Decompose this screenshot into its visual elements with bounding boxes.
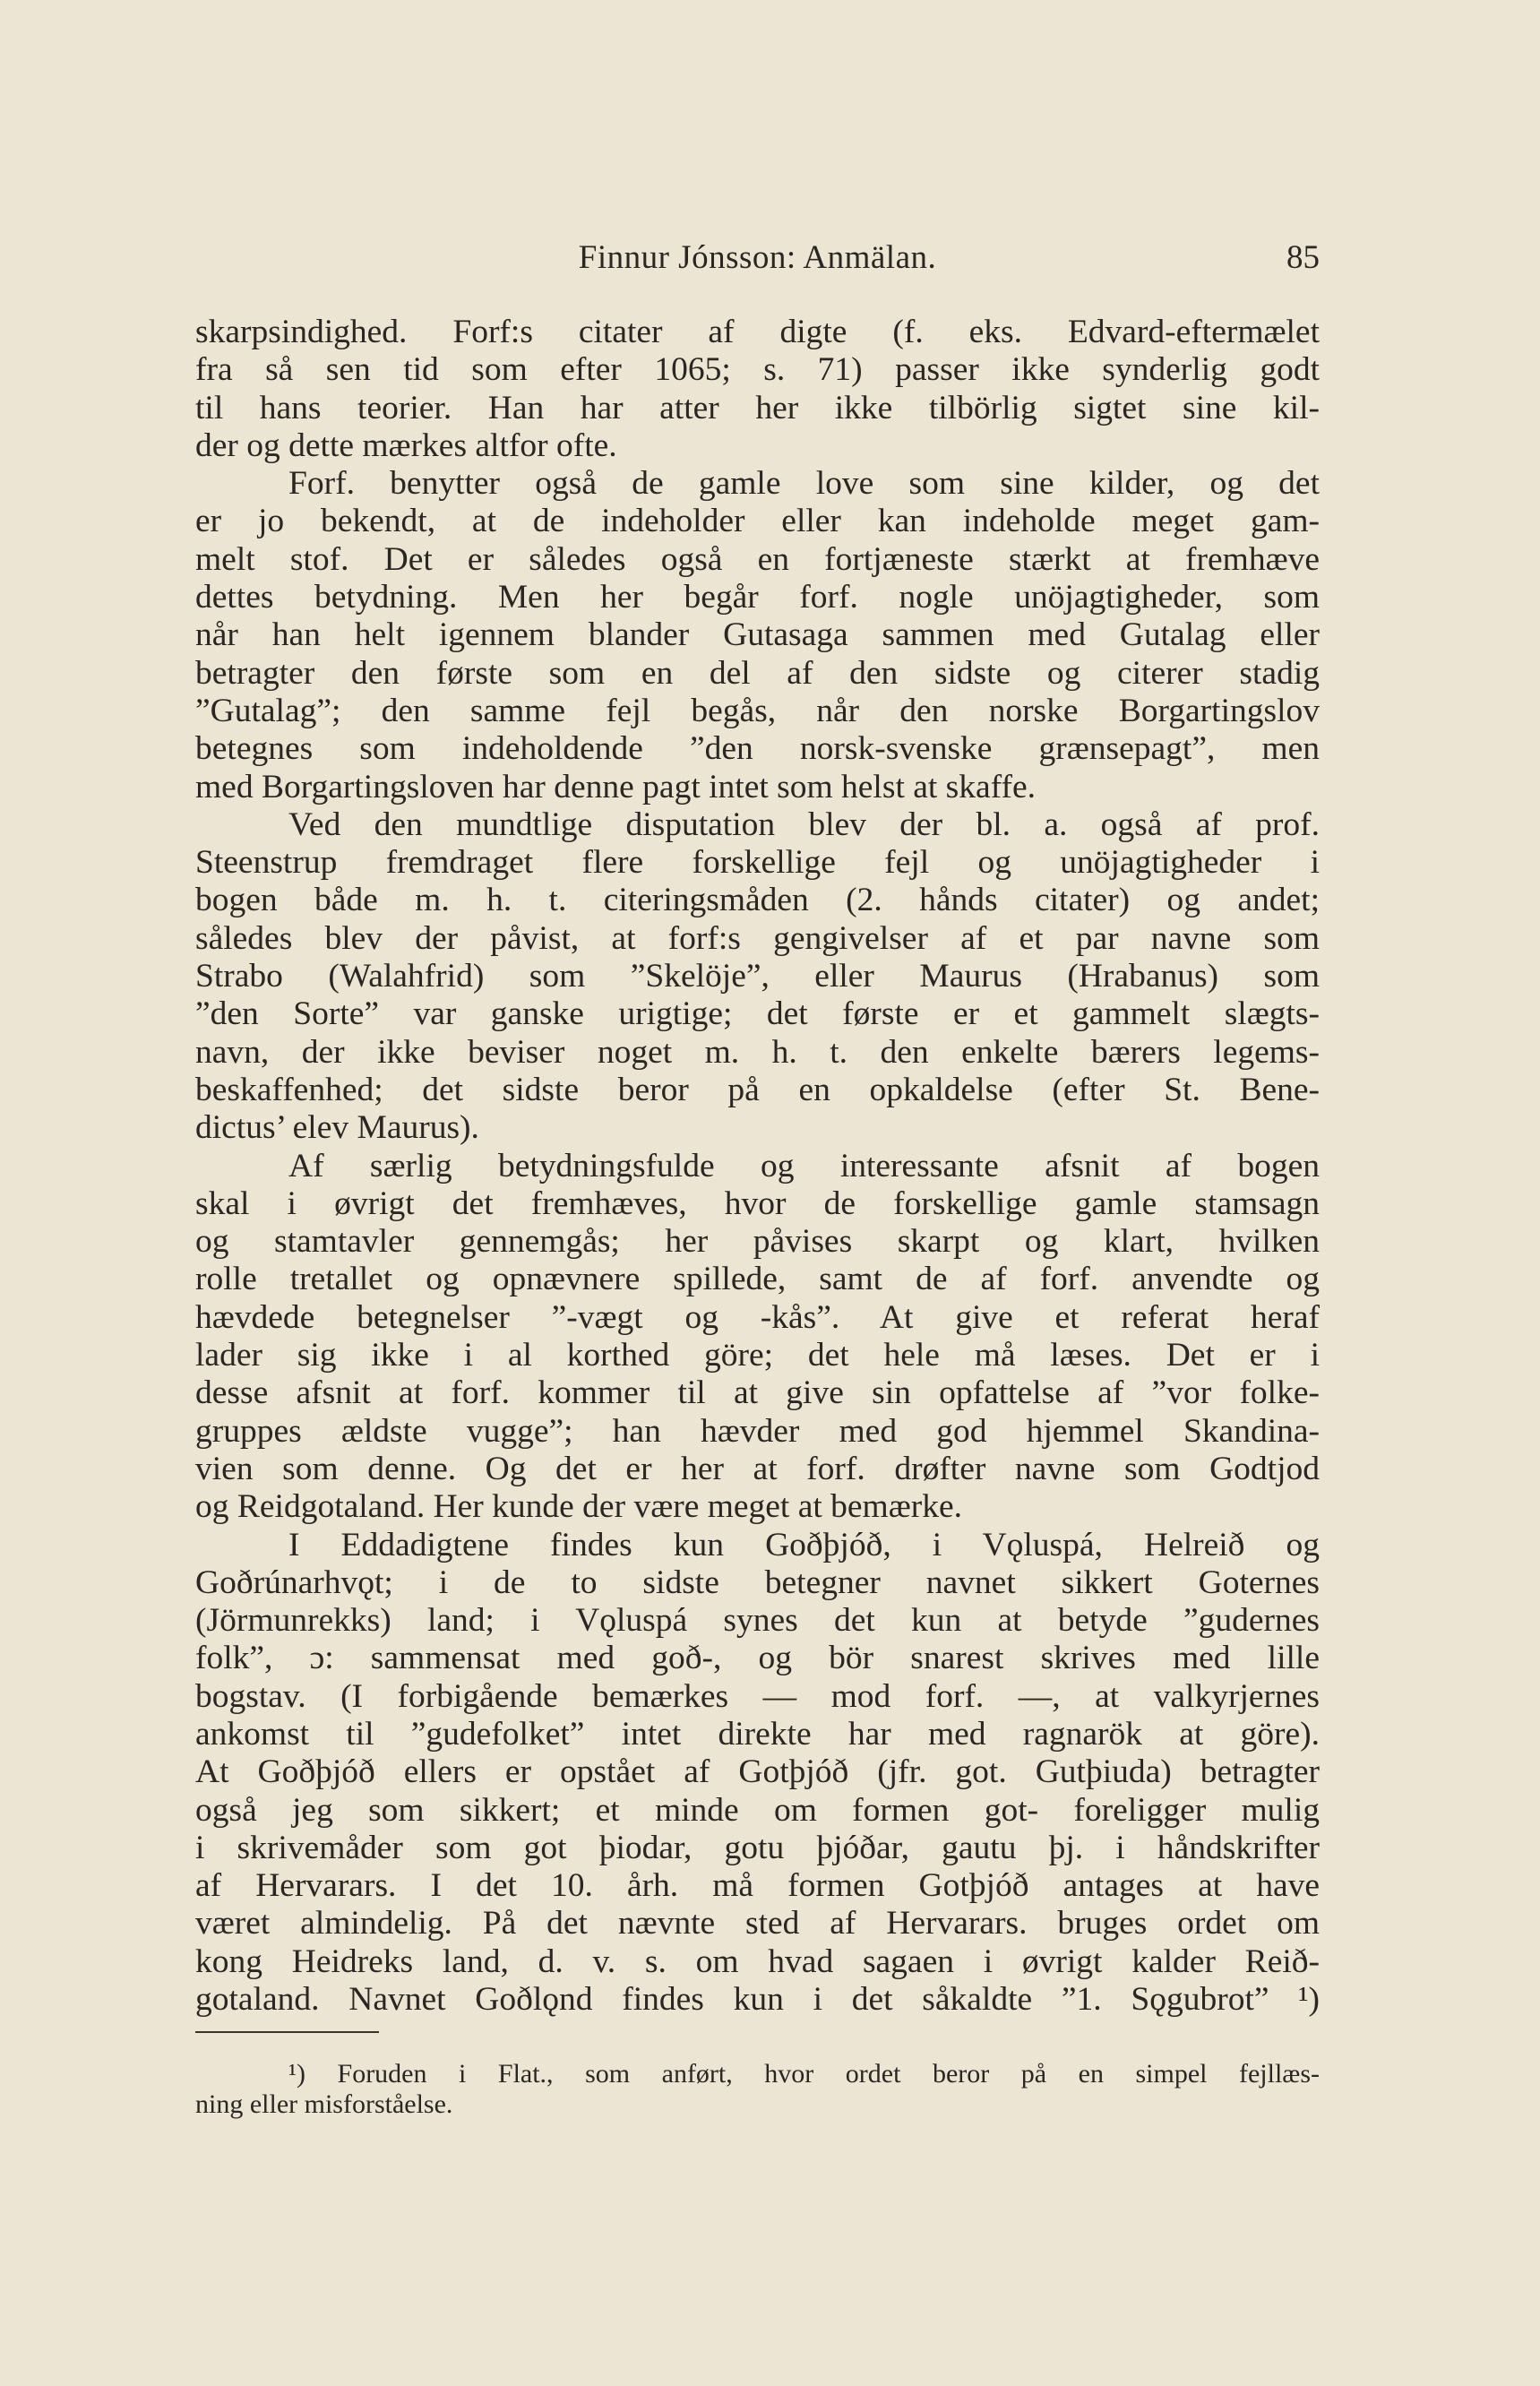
text-line: ”Gutalag”; den samme fejl begås, når den norske Borgartingslov — [195, 692, 1320, 729]
text-line: gotaland. Navnet Goðlǫnd findes kun i det såkaldte ”1. Sǫgubrot” ¹) — [195, 1981, 1320, 2019]
text-line: betragter den første som en del af den sidste og citerer stadig — [195, 654, 1320, 692]
running-title: Finnur Jónsson: Anmälan. — [578, 239, 937, 276]
text-line: betegnes som indeholdende ”den norsk-svenske grænsepagt”, men — [195, 730, 1320, 768]
text-line: I Eddadigtene findes kun Goðþjóð, i Vǫluspá, Helreið og — [288, 1526, 1320, 1563]
text-line: været almindelig. På det nævnte sted af Hervarars. bruges ordet om — [195, 1905, 1320, 1942]
text-line: dettes betydning. Men her begår forf. nogle unöjagtigheder, som — [195, 579, 1320, 616]
text-line: og Reidgotaland. Her kunde der være meget at bemærke. — [195, 1488, 962, 1526]
body-text — [195, 314, 1320, 2019]
text-line: således blev der påvist, at forf:s gengivelser af et par navne som — [195, 919, 1320, 957]
text-line: til hans teorier. Han har atter her ikke tilbörlig sigtet sine kil- — [195, 389, 1320, 426]
text-line: bogen både m. h. t. citeringsmåden (2. hånds citater) og andet; — [195, 882, 1320, 919]
text-line: med Borgartingsloven har denne pagt intet som helst at skaffe. — [195, 768, 1036, 805]
text-line: gruppes ældste vugge”; han hævder med god hjemmel Skandina- — [195, 1412, 1320, 1450]
text-line: folk”, ɔ: sammensat med goð-, og bör snarest skrives med lille — [195, 1640, 1320, 1677]
text-line: af Hervarars. I det 10. årh. må formen Gotþjóð antages at have — [195, 1867, 1320, 1905]
text-line: Steenstrup fremdraget flere forskellige fejl og unöjagtigheder i — [195, 844, 1320, 882]
text-line: lader sig ikke i al korthed göre; det hele må læses. Det er i — [195, 1337, 1320, 1374]
text-line: Goðrúnarhvǫt; i de to sidste betegner navnet sikkert Goternes — [195, 1563, 1320, 1601]
text-line: skarpsindighed. Forf:s citater af digte (f. eks. Edvard-eftermælet — [195, 314, 1320, 350]
text-line: At Goðþjóð ellers er opstået af Gotþjóð (jfr. got. Gutþiuda) betragter — [195, 1753, 1320, 1791]
text-line: når han helt igennem blander Gutasaga sammen med Gutalag eller — [195, 616, 1320, 654]
text-line: Forf. benytter også de gamle love som sine kilder, og det — [288, 465, 1320, 503]
text-line: navn, der ikke beviser noget m. h. t. den enkelte bærers legems- — [195, 1033, 1320, 1071]
text-line: desse afsnit at forf. kommer til at give sin opfattelse af ”vor folke- — [195, 1374, 1320, 1412]
text-line: hævdede betegnelser ”-vægt og -kås”. At give et referat heraf — [195, 1298, 1320, 1336]
text-line: melt stof. Det er således også en fortjæneste stærkt at fremhæve — [195, 540, 1320, 578]
text-line: bogstav. (I forbigående bemærkes — mod forf. —, at valkyrjernes — [195, 1677, 1320, 1715]
text-line: Af særlig betydningsfulde og interessante afsnit af bogen — [288, 1147, 1320, 1184]
text-line: kong Heidreks land, d. v. s. om hvad sagaen i øvrigt kalder Reið- — [195, 1942, 1320, 1980]
running-header — [195, 238, 1320, 283]
footnote-rule — [195, 2031, 379, 2033]
text-line: beskaffenhed; det sidste beror på en opkaldelse (efter St. Bene- — [195, 1071, 1320, 1108]
text-line: også jeg som sikkert; et minde om formen got- foreligger mulig — [195, 1791, 1320, 1829]
text-line: vien som denne. Og det er her at forf. drøfter navne som Godtjod — [195, 1450, 1320, 1487]
footnote-line: ning eller misforståelse. — [195, 2089, 453, 2119]
text-line: fra så sen tid som efter 1065; s. 71) passer ikke synderlig godt — [195, 351, 1320, 389]
text-line: rolle tretallet og opnævnere spillede, samt de af forf. anvendte og — [195, 1261, 1320, 1298]
text-line: er jo bekendt, at de indeholder eller kan indeholde meget gam- — [195, 503, 1320, 540]
text-line: (Jörmunrekks) land; i Vǫluspá synes det kun at betyde ”gudernes — [195, 1602, 1320, 1640]
text-line: og stamtavler gennemgås; her påvises skarpt og klart, hvilken — [195, 1223, 1320, 1261]
text-line: i skrivemåder som got þiodar, gotu þjóðar, gautu þj. i håndskrifter — [195, 1829, 1320, 1866]
footnote — [195, 2059, 1320, 2120]
text-line: der og dette mærkes altfor ofte. — [195, 426, 617, 464]
text-line: Strabo (Walahfrid) som ”Skelöje”, eller Maurus (Hrabanus) som — [195, 958, 1320, 995]
text-line: ankomst til ”gudefolket” intet direkte har med ragnarök at göre). — [195, 1715, 1320, 1753]
text-line: skal i øvrigt det fremhæves, hvor de forskellige gamle stamsagn — [195, 1184, 1320, 1222]
text-line: dictus’ elev Maurus). — [195, 1109, 479, 1147]
text-line: ”den Sorte” var ganske urigtige; det første er et gammelt slægts- — [195, 995, 1320, 1033]
page-number: 85 — [1286, 239, 1320, 276]
text-line: Ved den mundtlige disputation blev der bl. a. også af prof. — [288, 805, 1320, 843]
footnote-line: ¹) Foruden i Flat., som anført, hvor ordet beror på en simpel fejllæs- — [288, 2059, 1320, 2089]
